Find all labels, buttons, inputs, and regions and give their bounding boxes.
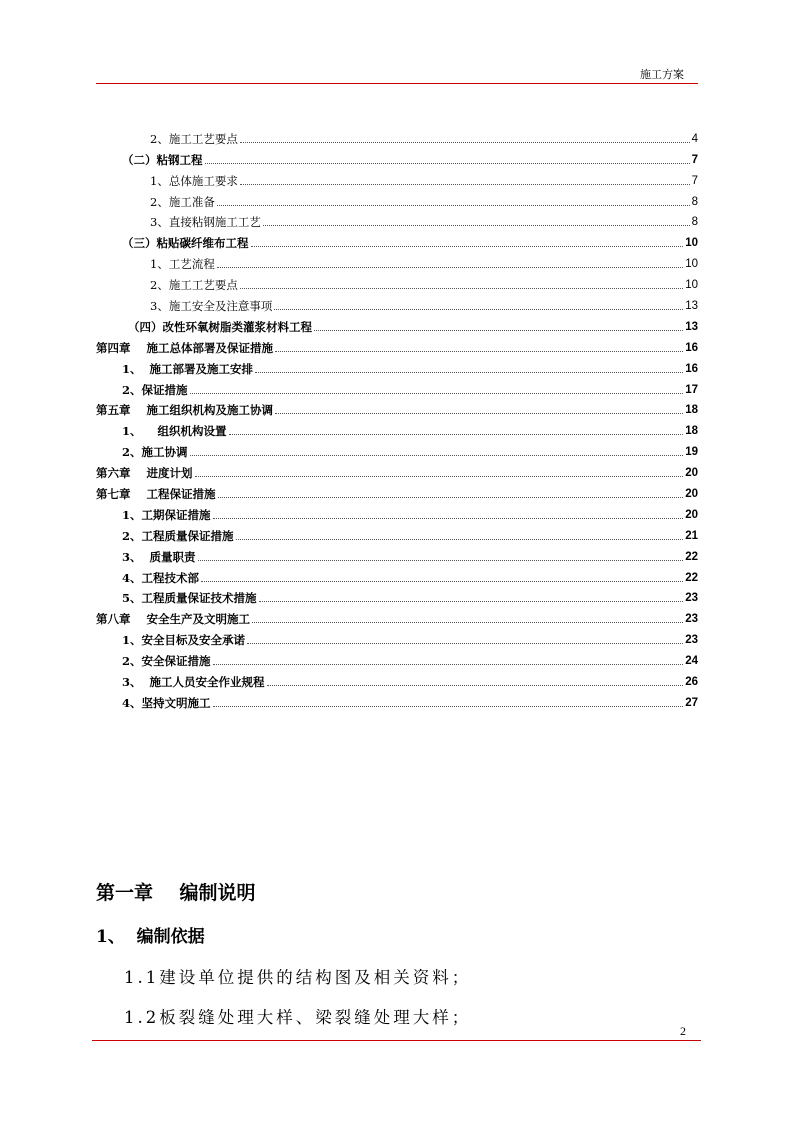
toc-entry-title: 1、 施工部署及施工安排 [122, 361, 254, 376]
toc-entry-title: 2、保证措施 [122, 382, 188, 397]
toc-entry-title: 1、总体施工要求 [150, 173, 238, 188]
toc-leader-dots [213, 706, 684, 707]
toc-entry-page: 7 [691, 153, 698, 166]
toc-leader-dots [240, 288, 683, 289]
toc-entry-page: 23 [685, 613, 698, 626]
toc-leader-dots [240, 142, 690, 143]
toc-leader-dots [255, 372, 683, 373]
footer-divider [92, 1040, 701, 1041]
toc-entry-page: 19 [685, 446, 698, 459]
toc-leader-dots [205, 163, 690, 164]
toc-entry[interactable] [96, 397, 698, 418]
toc-entry-page: 24 [685, 655, 698, 668]
toc-leader-dots [240, 184, 690, 185]
toc-entry-page: 10 [685, 258, 698, 271]
toc-entry-page: 20 [685, 488, 698, 501]
body-paragraph: 1.1建设单位提供的结构图及相关资料； [124, 968, 472, 987]
toc-entry-page: 4 [691, 132, 698, 145]
toc-entry-page: 23 [685, 592, 698, 605]
toc-entry-title: 2、安全保证措施 [122, 654, 211, 669]
toc-leader-dots [218, 497, 684, 498]
toc-entry[interactable] [96, 501, 698, 522]
toc-entry-title: 1、工艺流程 [150, 257, 215, 272]
toc-entry[interactable] [96, 605, 698, 626]
toc-leader-dots [213, 664, 684, 665]
toc-entry-page: 23 [685, 634, 698, 647]
toc-entry-title: 第八章 安全生产及文明施工 [96, 612, 251, 627]
toc-entry-page: 7 [691, 174, 698, 187]
toc-entry-page: 10 [685, 237, 698, 250]
toc-entry[interactable] [96, 626, 698, 647]
toc-leader-dots [275, 413, 683, 414]
toc-entry-page: 13 [685, 320, 698, 333]
toc-entry[interactable] [96, 438, 698, 459]
toc-entry[interactable] [96, 522, 698, 543]
toc-entry-title: 第七章 工程保证措施 [96, 487, 216, 502]
toc-leader-dots [201, 581, 683, 582]
body-paragraph: 1.2板裂缝处理大样、梁裂缝处理大样； [124, 1008, 472, 1027]
toc-entry-title: 2、施工协调 [122, 445, 188, 460]
toc-entry[interactable] [96, 564, 698, 585]
toc-entry[interactable] [96, 167, 698, 188]
toc-entry-page: 18 [685, 425, 698, 438]
chapter-title: 第一章 编制说明 [96, 882, 256, 904]
toc-leader-dots [195, 476, 684, 477]
toc-leader-dots [217, 205, 690, 206]
toc-leader-dots [198, 560, 684, 561]
toc-entry-page: 22 [685, 571, 698, 584]
toc-entry[interactable] [96, 313, 698, 334]
toc-leader-dots [259, 601, 684, 602]
toc-leader-dots [213, 518, 684, 519]
toc-entry[interactable] [96, 417, 698, 438]
toc-entry-title: 3、 质量职责 [122, 549, 196, 564]
toc-entry[interactable] [96, 543, 698, 564]
toc-leader-dots [229, 434, 684, 435]
toc-entry[interactable] [96, 146, 698, 167]
page-number: 2 [680, 1024, 686, 1038]
toc-entry-page: 8 [691, 216, 698, 229]
toc-entry-title: 第六章 进度计划 [96, 466, 193, 481]
toc-leader-dots [190, 455, 684, 456]
toc-entry[interactable] [96, 647, 698, 668]
toc-entry-title: 3、施工安全及注意事项 [150, 299, 273, 314]
toc-entry[interactable] [96, 355, 698, 376]
toc-entry-title: （二）粘钢工程 [122, 152, 203, 167]
toc-entry-title: 1、 组织机构设置 [122, 424, 227, 439]
toc-entry[interactable] [96, 480, 698, 501]
toc-entry-page: 21 [685, 529, 698, 542]
toc-entry-page: 20 [685, 467, 698, 480]
toc-entry-title: 2、施工工艺要点 [150, 278, 238, 293]
toc-entry[interactable] [96, 271, 698, 292]
toc-entry-page: 27 [685, 696, 698, 709]
toc-leader-dots [247, 643, 683, 644]
toc-entry-title: 第五章 施工组织机构及施工协调 [96, 403, 274, 418]
header-divider [96, 83, 698, 84]
toc-entry-title: 2、工程质量保证措施 [122, 528, 234, 543]
toc-entry-title: （四）改性环氧树脂类灌浆材料工程 [128, 319, 312, 334]
toc-entry-page: 17 [685, 383, 698, 396]
toc-entry-page: 10 [685, 279, 698, 292]
toc-entry[interactable] [96, 250, 698, 271]
toc-entry[interactable] [96, 188, 698, 209]
toc-entry[interactable] [96, 125, 698, 146]
toc-entry-title: 4、工程技术部 [122, 570, 200, 585]
toc-entry[interactable] [96, 585, 698, 606]
toc-leader-dots [190, 393, 684, 394]
toc-leader-dots [217, 267, 683, 268]
toc-entry-title: 2、施工准备 [150, 194, 215, 209]
toc-leader-dots [275, 351, 683, 352]
page-header [96, 64, 698, 82]
toc-leader-dots [236, 539, 684, 540]
toc-leader-dots [252, 622, 683, 623]
toc-leader-dots [274, 309, 683, 310]
section-title: 1、 编制依据 [96, 927, 205, 947]
toc-leader-dots [314, 330, 683, 331]
toc-leader-dots [263, 225, 690, 226]
toc-entry-page: 22 [685, 550, 698, 563]
toc-entry-page: 16 [685, 362, 698, 375]
header-title: 施工方案 [640, 68, 684, 81]
toc-entry[interactable] [96, 229, 698, 250]
toc-entry[interactable] [96, 209, 698, 230]
toc-entry-page: 20 [685, 508, 698, 521]
toc-entry-title: （三）粘贴碳纤维布工程 [122, 236, 249, 251]
toc-entry-page: 18 [685, 404, 698, 417]
toc-leader-dots [251, 246, 684, 247]
toc-entry[interactable] [96, 668, 698, 689]
toc-entry-title: 2、施工工艺要点 [150, 131, 238, 146]
toc-entry[interactable] [96, 689, 698, 710]
toc-entry-title: 5、工程质量保证技术措施 [122, 591, 257, 606]
table-of-contents [96, 125, 698, 710]
toc-entry-title: 1、工期保证措施 [122, 507, 211, 522]
toc-entry-title: 4、坚持文明施工 [122, 695, 211, 710]
toc-entry[interactable] [96, 376, 698, 397]
toc-entry-title: 3、直接粘钢施工工艺 [150, 215, 261, 230]
toc-entry-page: 16 [685, 341, 698, 354]
toc-entry[interactable] [96, 459, 698, 480]
toc-entry-page: 26 [685, 676, 698, 689]
toc-entry-title: 3、 施工人员安全作业规程 [122, 675, 265, 690]
toc-entry-page: 13 [685, 300, 698, 313]
toc-entry-title: 1、安全目标及安全承诺 [122, 633, 246, 648]
toc-entry[interactable] [96, 334, 698, 355]
toc-entry-page: 8 [691, 195, 698, 208]
toc-entry[interactable] [96, 292, 698, 313]
toc-leader-dots [267, 685, 684, 686]
toc-entry-title: 第四章 施工总体部署及保证措施 [96, 340, 274, 355]
